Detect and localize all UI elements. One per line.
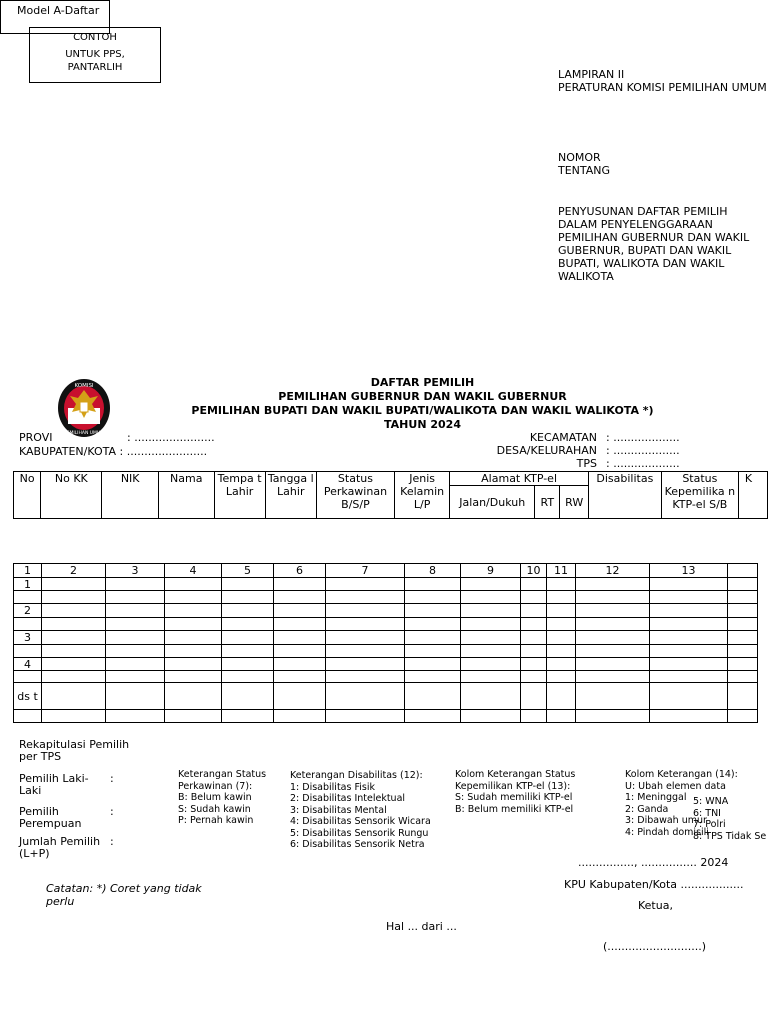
table-cell (326, 591, 405, 604)
jumlah-label: Jumlah Pemilih (L+P) (19, 835, 101, 860)
row-label: 2 (14, 604, 42, 618)
legend-disabilitas (290, 770, 431, 851)
th-no: No (14, 472, 41, 519)
th-keterangan: K (738, 472, 767, 519)
column-number: 3 (106, 564, 165, 578)
th-rt: RT (535, 486, 560, 519)
table-cell (42, 591, 106, 604)
logo-top-text: KOMISI (74, 383, 94, 389)
column-number: 4 (165, 564, 222, 578)
title-line2: PEMILIHAN GUBERNUR DAN WAKIL GUBERNUR (278, 390, 567, 403)
table-cell (461, 710, 521, 723)
table-cell (106, 631, 165, 645)
title-line3: PEMILIHAN BUPATI DAN WAKIL BUPATI/WALIKOTA DAN WAKIL WALIKOTA *) (191, 404, 654, 417)
signature-date: ................, ................ 2024 (578, 856, 729, 869)
table-cell (405, 618, 461, 631)
table-cell (405, 578, 461, 591)
table-cell (521, 645, 547, 658)
table-cell (222, 631, 274, 645)
table-cell (274, 710, 326, 723)
table-cell (274, 578, 326, 591)
legend-keterangan-5: 5: WNA (693, 796, 729, 807)
table-cell (222, 710, 274, 723)
row-label (14, 671, 42, 683)
header-table (13, 471, 768, 519)
header-right (430, 431, 680, 470)
row-label (14, 710, 42, 723)
table-cell (326, 578, 405, 591)
legend-keterangan-7: 7: Polri (693, 819, 726, 830)
contoh-line1: CONTOH (73, 32, 117, 43)
signature-name: (...........................) (603, 940, 706, 953)
th-status-ktp: Status Kepemilika n KTP-el S/B (661, 472, 738, 519)
lampiran-block (558, 68, 767, 94)
column-number: 2 (42, 564, 106, 578)
legend-perkawinan-p: P: Pernah kawin (178, 815, 254, 826)
row-label: ds t (14, 683, 42, 710)
table-cell (42, 710, 106, 723)
table-cell (274, 604, 326, 618)
table-cell (165, 578, 222, 591)
table-cell (728, 618, 758, 631)
legend-perkawinan (178, 769, 266, 827)
tps-value: : ................... (606, 457, 680, 470)
legend-perkawinan-title1: Keterangan Status (178, 769, 267, 780)
table-cell (576, 671, 650, 683)
column-number: 5 (222, 564, 274, 578)
table-cell (728, 631, 758, 645)
legend-keterangan-2: 2: Ganda (625, 803, 669, 815)
legend-ktp-b: B: Belum memiliki KTP-el (455, 803, 574, 815)
table-cell (728, 671, 758, 683)
table-cell (521, 683, 547, 710)
desa-label: DESA/KELURAHAN (496, 444, 597, 457)
column-number: 8 (405, 564, 461, 578)
column-number: 11 (547, 564, 576, 578)
table-cell (728, 645, 758, 658)
legend-disabilitas-3: 3: Disabilitas Mental (290, 804, 387, 816)
table-cell (165, 604, 222, 618)
table-cell (42, 578, 106, 591)
table-cell (42, 618, 106, 631)
row-label (14, 618, 42, 631)
table-cell (274, 658, 326, 671)
table-cell (576, 578, 650, 591)
table-row (14, 591, 758, 604)
column-number-row (14, 564, 758, 578)
column-number: 7 (326, 564, 405, 578)
table-cell (576, 604, 650, 618)
table-cell (461, 671, 521, 683)
rekap-title-text: Rekapitulasi Pemilih per TPS (19, 738, 130, 763)
table-cell (42, 671, 106, 683)
legend-ktp (455, 769, 575, 815)
table-cell (521, 658, 547, 671)
penyusunan-text: PENYUSUNAN DAFTAR PEMILIH DALAM PENYELENGGARAAN PEMILIHAN GUBERNUR DAN WAKIL GUBERNUR, BUPATI DAN WAKIL BUPATI, WALIKOTA DAN WAKIL WALIKOTA (558, 205, 750, 283)
table-cell (728, 658, 758, 671)
catatan: Catatan: *) Coret yang tidak perlu (46, 882, 202, 908)
th-tanggal-lahir: Tangga l Lahir (265, 472, 316, 519)
rekap-title (19, 739, 139, 763)
legend-disabilitas-title: Keterangan Disabilitas (12): (290, 770, 423, 781)
table-row (14, 604, 758, 618)
legend-perkawinan-b: B: Belum kawin (178, 792, 252, 803)
table-cell (405, 710, 461, 723)
legend-ktp-title2: Kepemilikan KTP-el (13): (455, 780, 571, 792)
table-cell (326, 631, 405, 645)
table-cell (405, 683, 461, 710)
column-number: 10 (521, 564, 547, 578)
table-cell (728, 604, 758, 618)
table-cell (576, 618, 650, 631)
kab-value: : ....................... (119, 445, 208, 458)
table-cell (165, 671, 222, 683)
th-jalan: Jalan/Dukuh (450, 486, 535, 519)
table-cell (222, 604, 274, 618)
table-cell (650, 671, 728, 683)
legend-disabilitas-1: 1: Disabilitas Fisik (290, 781, 375, 793)
table-cell (547, 631, 576, 645)
table-cell (106, 658, 165, 671)
table-cell (326, 604, 405, 618)
table-cell (106, 578, 165, 591)
legend-keterangan-u: U: Ubah elemen data (625, 780, 726, 792)
table-cell (106, 683, 165, 710)
table-cell (521, 604, 547, 618)
table-cell (461, 618, 521, 631)
table-cell (222, 645, 274, 658)
table-cell (326, 671, 405, 683)
table-cell (405, 604, 461, 618)
table-cell (106, 618, 165, 631)
table-cell (461, 683, 521, 710)
table-cell (222, 618, 274, 631)
table-cell (165, 631, 222, 645)
provinsi-value: : ....................... (127, 431, 215, 444)
table-cell (165, 618, 222, 631)
th-no-kk: No KK (41, 472, 102, 519)
row-label (14, 591, 42, 604)
table-cell (547, 591, 576, 604)
table-cell (405, 658, 461, 671)
document-title (0, 376, 768, 432)
legend-keterangan-title: Kolom Keterangan (14): (625, 769, 738, 780)
table-cell (547, 710, 576, 723)
legend-perkawinan-s: S: Sudah kawin (178, 803, 251, 815)
laki-label: Pemilih Laki-Laki (19, 772, 89, 797)
table-cell (222, 683, 274, 710)
table-cell (521, 710, 547, 723)
table-cell (650, 578, 728, 591)
th-alamat: Alamat KTP-el (450, 472, 589, 486)
provinsi-label: PROVI (19, 431, 53, 444)
table-cell (547, 604, 576, 618)
legend-keterangan-6: 6: TNI (693, 807, 721, 819)
table-cell (650, 710, 728, 723)
column-number (728, 564, 758, 578)
model-label: Model A-Daftar (17, 4, 100, 17)
column-number: 9 (461, 564, 521, 578)
table-row (14, 618, 758, 631)
row-label: 3 (14, 631, 42, 645)
table-cell (42, 604, 106, 618)
table-cell (42, 658, 106, 671)
table-cell (165, 591, 222, 604)
table-cell (547, 645, 576, 658)
column-number: 12 (576, 564, 650, 578)
table-cell (274, 645, 326, 658)
table-cell (405, 671, 461, 683)
table-cell (547, 578, 576, 591)
table-cell (405, 591, 461, 604)
table-cell (42, 683, 106, 710)
table-cell (547, 618, 576, 631)
legend-disabilitas-5: 5: Disabilitas Sensorik Rungu (290, 827, 429, 839)
table-cell (547, 683, 576, 710)
table-row (14, 631, 758, 645)
kab-label: KABUPATEN/KOTA (19, 445, 117, 458)
row-label: 1 (14, 578, 42, 591)
legend-keterangan-right (693, 796, 766, 842)
lampiran-line1: LAMPIRAN II (558, 68, 625, 81)
jumlah-colon: : (110, 835, 114, 848)
legend-keterangan-3: 3: Dibawah umur (625, 815, 707, 826)
signature-ketua: Ketua, (638, 899, 673, 912)
perempuan-colon: : (110, 805, 114, 818)
desa-value: : ................... (606, 444, 680, 457)
table-cell (405, 645, 461, 658)
legend-perkawinan-title2: Perkawinan (7): (178, 780, 253, 792)
perempuan-label: Pemilih Perempuan (19, 805, 82, 830)
table-cell (547, 671, 576, 683)
table-row (14, 578, 758, 591)
table-cell (106, 710, 165, 723)
table-cell (650, 631, 728, 645)
legend-keterangan-1: 1: Meninggal (625, 792, 687, 803)
table-cell (728, 710, 758, 723)
table-cell (326, 618, 405, 631)
table-cell (274, 671, 326, 683)
signature-kpu: KPU Kabupaten/Kota .................. (564, 878, 744, 891)
table-cell (274, 618, 326, 631)
table-cell (650, 645, 728, 658)
legend-ktp-title1: Kolom Keterangan Status (455, 769, 576, 780)
laki-colon: : (110, 772, 114, 785)
table-cell (106, 591, 165, 604)
kecamatan-label: KECAMATAN (529, 431, 597, 444)
table-cell (521, 578, 547, 591)
page-number: Hal ... dari ... (386, 920, 457, 933)
table-cell (274, 683, 326, 710)
table-cell (461, 645, 521, 658)
table-row (14, 710, 758, 723)
table-cell (222, 578, 274, 591)
table-cell (42, 645, 106, 658)
table-row (14, 671, 758, 683)
table-cell (405, 631, 461, 645)
header-left (19, 431, 215, 459)
table-row (14, 683, 758, 710)
table-cell (326, 645, 405, 658)
table-cell (222, 671, 274, 683)
kecamatan-value: : ................... (606, 431, 680, 444)
table-cell (461, 591, 521, 604)
table-cell (165, 658, 222, 671)
column-number: 6 (274, 564, 326, 578)
table-cell (222, 658, 274, 671)
table-cell (461, 578, 521, 591)
contoh-line2: UNTUK PPS, (65, 49, 125, 60)
table-cell (576, 710, 650, 723)
table-cell (326, 683, 405, 710)
table-row (14, 645, 758, 658)
table-cell (106, 671, 165, 683)
table-cell (576, 631, 650, 645)
table-cell (576, 591, 650, 604)
table-cell (650, 591, 728, 604)
table-cell (165, 645, 222, 658)
table-row (14, 658, 758, 671)
th-tempat-lahir: Tempa t Lahir (214, 472, 265, 519)
title-line4: TAHUN 2024 (384, 418, 461, 431)
contoh-line3: PANTARLIH (67, 62, 123, 73)
row-label: 4 (14, 658, 42, 671)
legend-disabilitas-6: 6: Disabilitas Sensorik Netra (290, 839, 425, 850)
table-cell (576, 645, 650, 658)
table-cell (42, 631, 106, 645)
table-cell (326, 710, 405, 723)
table-cell (165, 710, 222, 723)
table-cell (728, 591, 758, 604)
table-cell (274, 591, 326, 604)
table-cell (650, 604, 728, 618)
data-table (13, 563, 758, 723)
legend-disabilitas-2: 2: Disabilitas Intelektual (290, 793, 406, 804)
table-cell (461, 658, 521, 671)
table-cell (461, 604, 521, 618)
column-number: 1 (14, 564, 42, 578)
th-rw: RW (560, 486, 588, 519)
table-cell (650, 618, 728, 631)
column-number: 13 (650, 564, 728, 578)
th-jenis-kelamin: Jenis Kelamin L/P (395, 472, 450, 519)
logo-bottom-text: PEMILIHAN UMUM (63, 431, 105, 436)
th-nama: Nama (158, 472, 214, 519)
table-cell (274, 631, 326, 645)
legend-keterangan-8: 8: TPS Tidak Se (693, 830, 767, 842)
table-cell (576, 683, 650, 710)
table-cell (521, 591, 547, 604)
table-cell (650, 683, 728, 710)
legend-disabilitas-4: 4: Disabilitas Sensorik Wicara (290, 816, 431, 827)
tps-label: TPS (576, 457, 597, 470)
nomor-label: NOMOR (558, 151, 601, 164)
table-cell (165, 683, 222, 710)
table-cell (326, 658, 405, 671)
table-cell (521, 671, 547, 683)
table-cell (728, 578, 758, 591)
table-cell (650, 658, 728, 671)
legend-keterangan-4: 4: Pindah domisili (625, 826, 709, 838)
title-line1: DAFTAR PEMILIH (370, 376, 475, 389)
table-cell (106, 604, 165, 618)
legend-ktp-s: S: Sudah memiliki KTP-el (455, 792, 573, 803)
th-status-perkawinan: Status Perkawinan B/S/P (316, 472, 394, 519)
table-cell (521, 618, 547, 631)
table-cell (728, 683, 758, 710)
table-cell (461, 631, 521, 645)
tentang-label: TENTANG (558, 164, 611, 177)
lampiran-line2: PERATURAN KOMISI PEMILIHAN UMUM (558, 81, 767, 94)
table-cell (521, 631, 547, 645)
nomor-block (558, 151, 610, 177)
contoh-box (29, 27, 161, 83)
th-nik: NIK (102, 472, 159, 519)
table-cell (547, 658, 576, 671)
table-cell (222, 591, 274, 604)
table-cell (576, 658, 650, 671)
row-label (14, 645, 42, 658)
th-disabilitas: Disabilitas (588, 472, 661, 519)
table-cell (106, 645, 165, 658)
